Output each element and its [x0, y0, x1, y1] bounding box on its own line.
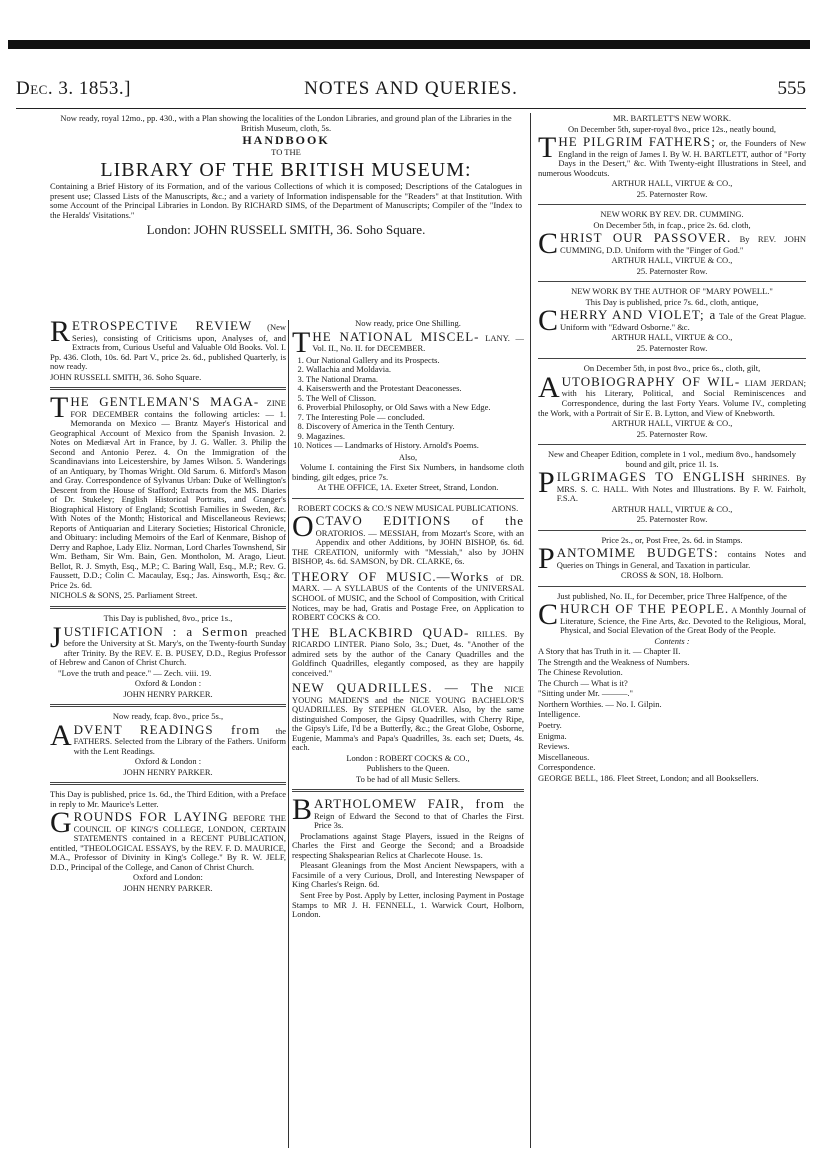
advert-heading: THE BLACKBIRD QUAD- — [292, 624, 470, 640]
advert-publisher: GEORGE BELL, 186. Fleet Street, London; and all Booksellers. — [538, 772, 759, 783]
column-right — [538, 113, 806, 1148]
pantomime-advert — [538, 536, 806, 581]
advert-place: London : ROBERT COCKS & CO., — [346, 752, 470, 763]
advert-heading: HE GENTLEMAN'S MAGA- — [70, 394, 260, 410]
advert-intro: New and Cheaper Edition, complete in 1 vol., medium 8vo., handsomely bound and gilt, price 1l. 1s. — [547, 449, 797, 469]
contents-list — [538, 647, 806, 772]
advert-heading: HE NATIONAL MISCEL- — [312, 328, 480, 344]
advert-publisher: JOHN RUSSELL SMITH, 36. Soho Square. — [50, 371, 202, 382]
divider — [292, 789, 524, 792]
drop-cap: C — [538, 304, 559, 338]
advert-intro: This Day is published, price 7s. 6d., cloth, antique, — [585, 296, 759, 307]
advert-heading: ILGRIMAGES TO ENGLISH — [556, 469, 746, 485]
advert-address: 25. Paternoster Row. — [636, 514, 708, 525]
advert-intro: On December 5th, in fcap., price 2s. 6d. cloth, — [593, 219, 751, 230]
list-item: 10. Notices — Landmarks of History. Arnold's Poems. — [306, 441, 524, 451]
advert-quote: "Love the truth and peace." — Zech. viii. 19. — [58, 667, 212, 678]
divider — [50, 606, 286, 609]
advert-body: or, the Founders of New England in the reign of James I. By W. H. BARTLETT, author of "Forty Days in the Desert," &c. With Twenty-eight Illustrations in Steel, and numerous Woodcuts. — [538, 138, 806, 178]
page-header — [16, 78, 806, 100]
drop-cap: O — [292, 510, 314, 544]
advert-publisher: ARTHUR HALL, VIRTUE & CO., — [611, 178, 733, 189]
advert-heading: HERRY AND VIOLET; a — [560, 307, 717, 323]
contents-heading: Contents : — [654, 635, 690, 646]
divider — [538, 530, 806, 531]
advert-intro: Just published, No. II., for December, price Three Halfpence, of the — [557, 590, 787, 601]
drop-cap: J — [50, 620, 62, 654]
column-middle — [292, 318, 524, 1148]
advert-paragraph: Sent Free by Post. Apply by Letter, inclosing Payment in Postage Stamps to MR J. H. FENNELL, 1. Warwick Court, Holborn, London. — [292, 890, 524, 920]
contents-list — [306, 356, 524, 451]
issue-date: Dec. 3. 1853.] — [16, 78, 131, 99]
list-item: Poetry. — [538, 720, 562, 730]
drop-cap: T — [292, 325, 311, 359]
advert-body: Tale of the Great Plague. Uniform with "Edward Osborne." &c. — [560, 311, 806, 332]
advert-connector: TO THE — [271, 147, 301, 158]
advert-kicker: NEW WORK BY THE AUTHOR OF "MARY POWELL." — [571, 286, 773, 297]
advert-title: LIBRARY OF THE BRITISH MUSEUM: — [100, 158, 472, 181]
advert-kicker: HANDBOOK — [242, 133, 330, 148]
advert-sellers: To be had of all Music Sellers. — [356, 773, 460, 784]
justification-advert — [50, 614, 286, 699]
advert-heading: HRIST OUR PASSOVER. — [560, 230, 732, 246]
advert-volume: Volume I. containing the First Six Numbers, in handsome cloth binding, gilt edges, price 7s. — [292, 462, 524, 482]
advert-intro: Now ready, price One Shilling. — [355, 318, 461, 328]
advert-place: Oxford and London: — [133, 872, 203, 883]
list-item: 7. The Interesting Pole — concluded. — [306, 413, 524, 423]
list-item: 8. Discovery of America in the Tenth Century. — [306, 422, 524, 432]
cherry-violet-advert — [538, 287, 806, 353]
advert-publisher: Publishers to the Queen. — [366, 763, 450, 774]
list-item: 1. Our National Gallery and its Prospects. — [306, 356, 524, 366]
column-divider — [530, 113, 531, 1148]
drop-cap: G — [50, 806, 72, 840]
advert-body: ZINE FOR DECEMBER contains the following articles: — 1. Memoranda on Mexico — Brantz Mayer's Historical and Geographical Account of Mexico from the Spanish Invasion. 2. Notes on Mediæval Art in France, by J. G. Waller. 3. Philip the Second and Antonio Perez. 4. On the Immigration of the Scandinavians into Leicestershire, by James Wilson. 5. Wanderings of an Antiquary, by Thomas Wright. Old Sarum. 6. Mitford's Mason and Gray. Correspondence of Sylvanus Urban: Duke of Wellington's Descent from the House of Stafford; Extracts from the MS. Diaries of Dr. Stukeley; English Historical Portraits, and Granger's Biographical History of England; Scottish Families in Sweden, &c. With Notes of the Month; Historical and Miscellaneous Reviews; Reports of Antiquarian and Literary Societies; Historical Chronicle, and Obituary: including Memoirs of the Earl of Kenmare, Bishop of Derry and Raphoe, Lady Eliz. Norman, Lord Charles Townshend, Sir Wm. Betham, Sir Wm. Bain, Gen. Montholon, M. Arago, Lieut. Bellot, R. J. Smyth, Esq., M.P.; C. Baring Wall, Esq., M.P.; Rev. G. Faussett, D.D.; Colin C. Macaulay, Esq.; Jas. Ainsworth, Esq.; &c. Price 2s. 6d. — [50, 398, 286, 590]
advert-publisher: JOHN HENRY PARKER. — [123, 688, 213, 699]
advert-also: Also, — [398, 451, 418, 462]
advert-body: preached before the University at St. Mary's, on the Twenty-fourth Sunday after Trinity. By the REV. E. B. PUSEY, D.D., Regius Professor of Hebrew and Canon of Christ Church. — [50, 627, 286, 668]
advert-heading: CTAVO EDITIONS of the — [315, 513, 524, 529]
advert-body: (New Series), consisting of Criticisms upon, Analyses of, and Extracts from, Curious Useful and Valuable Old Books. Vol. I. Pp. 436. Cloth, 10s. 6d. Part V., price 2s. 6d., published Quarterly, is now ready. — [50, 322, 286, 372]
divider — [538, 204, 806, 205]
divider — [50, 704, 286, 707]
advert-heading: ANTOMIME BUDGETS: — [556, 545, 719, 561]
advert-intro: Now ready, royal 12mo., pp. 430., with a Plan showing the localities of the London Libraries, and ground plan of the Libraries in the British Museum, cloth, 5s. — [60, 113, 512, 133]
bartlett-advert — [538, 114, 806, 199]
top-rule — [8, 40, 810, 49]
advert-body: RILLES. By RICARDO LINTER. Piano Solo, 3s.; Duet, 4s. "Another of the admired sets by the author of the Canary Quadrilles and the Goldfinch Quadrilles, elegantly composed, as they are happily conceived." — [292, 628, 524, 678]
robert-cocks-advert — [292, 504, 524, 785]
list-item: Northern Worthies. — No. I. Gilpin. — [538, 698, 662, 709]
divider — [50, 387, 286, 390]
cumming-advert — [538, 210, 806, 276]
drop-cap: T — [50, 391, 69, 425]
column-left — [50, 318, 286, 1148]
list-item: 2. Wallachia and Moldavia. — [306, 365, 524, 375]
drop-cap: A — [50, 718, 72, 752]
list-item: The Chinese Revolution. — [538, 667, 623, 678]
list-item: 3. The National Drama. — [306, 375, 524, 385]
advert-body: Containing a Brief History of its Formation, and of the various Collections of which it is composed; Descriptions of the Catalogues in present use; Classed Lists of the Manuscripts, &c.; and a variety of Information indispensable for the "Readers" at that Institution. With some Account of the Principal Libraries in London. By RICHARD SIMS, of the Department of Manuscripts; Compiler of the "Index to the Heralds' Visitations." — [50, 180, 522, 220]
advert-publisher: ARTHUR HALL, VIRTUE & CO., — [611, 332, 733, 343]
advert-publisher: JOHN HENRY PARKER. — [123, 882, 213, 893]
advert-place: Oxford & London : — [134, 678, 202, 689]
list-item: Correspondence. — [538, 762, 596, 773]
advert-place: Oxford & London : — [134, 756, 202, 767]
list-item: 6. Proverbial Philosophy, or Old Saws with a New Edge. — [306, 403, 524, 413]
list-item: 9. Magazines. — [306, 432, 524, 442]
advert-body: ORATORIOS. — MESSIAH, from Mozart's Score, with an Appendix and other Additions, by JOHN BISHOP, 6s. 6d. THE CREATION, uniformly with "Messiah," also by JOHN BISHOP, 4s. 6d. SAMSON, by DR. CLARKE, 6s. — [292, 527, 524, 567]
advert-body: LANY. — Vol. II., No. II. for DECEMBER. — [312, 332, 524, 354]
advert-paragraph: Pleasant Gleanings from the Most Ancient Newspapers, with a Facsimile of a very Curious, Droll, and Interesting Newspaper of King Charles's Reign. 6d. — [292, 860, 524, 890]
advert-address: 25. Paternoster Row. — [636, 428, 708, 439]
advert-heading: NEW QUADRILLES. — The — [292, 680, 495, 696]
list-item: A Story that has Truth in it. — Chapter II. — [538, 646, 681, 657]
advert-body: A Monthly Journal of Literature, Science, the Fine Arts, &c. Devoted to the Religious, Moral, Physical, and Social Elevation of the Great Body of the People. — [560, 605, 806, 636]
advent-readings-advert — [50, 712, 286, 777]
divider — [50, 782, 286, 785]
advert-body: By REV. JOHN CUMMING, D.D. Uniform with the "Finger of God." — [560, 234, 806, 255]
bartholomew-fair-advert — [292, 793, 524, 920]
list-item: The Strength and the Weakness of Numbers. — [538, 656, 690, 667]
advert-intro: On December 5th, in post 8vo., price 6s., cloth, gilt, — [583, 363, 761, 374]
drop-cap: P — [538, 542, 555, 576]
advert-address: 25. Paternoster Row. — [636, 342, 708, 353]
advert-publisher: JOHN HENRY PARKER. — [123, 766, 213, 777]
divider — [538, 444, 806, 445]
advert-heading: USTIFICATION : a Sermon — [63, 623, 249, 639]
advert-heading: ROUNDS FOR LAYING — [73, 809, 229, 825]
advert-body: contains Notes and Queries on Things in General, and Taxation in particular. — [556, 549, 806, 570]
grounds-advert — [50, 790, 286, 893]
drop-cap: R — [50, 318, 71, 348]
advert-body: SHRINES. By MRS. S. C. HALL. With Notes and Illustrations. By F. W. Fairholt, F.S.A. — [556, 473, 806, 504]
drop-cap: T — [538, 131, 557, 165]
gentlemans-magazine-advert — [50, 391, 286, 601]
autobiography-advert — [538, 364, 806, 439]
advert-heading: ETROSPECTIVE REVIEW — [72, 318, 253, 333]
divider — [538, 358, 806, 359]
advert-kicker: MR. BARTLETT'S NEW WORK. — [612, 113, 732, 123]
advert-publisher: CROSS & SON, 18. Holborn. — [620, 570, 724, 581]
advert-body: LIAM JERDAN; with his Literary, Political, and Social Reminiscences and Correspondence, during the last Forty Years. Volume IV., completing the Work, with a Portrait of Sir E. B. Lytton, and View of Knebworth. — [538, 377, 806, 418]
divider — [538, 281, 806, 282]
advert-heading: THEORY OF MUSIC.—Works — [292, 568, 490, 584]
drop-cap: A — [538, 370, 560, 404]
advert-heading: HURCH OF THE PEOPLE. — [560, 601, 730, 617]
advert-intro: Price 2s., or, Post Free, 2s. 6d. in Stamps. — [601, 534, 743, 545]
list-item: 5. The Well of Clisson. — [306, 394, 524, 404]
advert-heading: DVENT READINGS from — [73, 721, 261, 737]
advert-heading: ROBERT COCKS & CO.'S NEW MUSICAL PUBLICATIONS. — [297, 502, 519, 513]
advert-body: BEFORE THE COUNCIL OF KING'S COLLEGE, LONDON, CERTAIN STATEMENTS contained in a RECENT PUBLICATION, entitled, "THEOLOGICAL ESSAYS, by the REV. F. D. MAURICE, M.A., Professor of Divinity in King's College." By R. W. JELF, D.D., Principal of the College, and Canon of Christ Church. — [50, 813, 286, 872]
drop-cap: P — [538, 466, 555, 500]
advert-address: 25. Paternoster Row. — [636, 188, 708, 199]
handbook-advert — [50, 113, 522, 313]
advert-publisher: At THE OFFICE, 1A. Exeter Street, Strand, London. — [317, 482, 499, 493]
list-item: Enigma. — [538, 730, 567, 741]
advert-heading: ARTHOLOMEW FAIR, from — [314, 796, 505, 812]
advert-body: the Reign of Edward the Second to that of Charles the First. Price 3s. — [314, 800, 524, 831]
column-divider — [288, 320, 289, 1148]
advert-intro: Now ready, fcap. 8vo., price 5s., — [112, 711, 224, 722]
advert-heading: UTOBIOGRAPHY OF WIL- — [561, 373, 741, 389]
advert-publisher: ARTHUR HALL, VIRTUE & CO., — [611, 418, 733, 429]
advert-kicker: NEW WORK BY REV. DR. CUMMING. — [600, 209, 744, 220]
advert-intro: This Day is published, 8vo., price 1s., — [103, 612, 233, 623]
advert-publisher: London: JOHN RUSSELL SMITH, 36. Soho Square. — [146, 222, 426, 238]
journal-title: NOTES AND QUERIES. — [304, 78, 518, 99]
advert-body: of DR. MARX. — A SYLLABUS of the Contents of the UNIVERSAL SCHOOL of MUSIC, and the School of Composition, with Critical Notices, may be had, Gratis and Postage Free, on Application to ROBERT COCKS & CO. — [292, 572, 524, 623]
advert-publisher: NICHOLS & SONS, 25. Parliament Street. — [50, 590, 198, 601]
list-item: Miscellaneous. — [538, 751, 590, 762]
advert-publisher: ARTHUR HALL, VIRTUE & CO., — [611, 255, 733, 266]
drop-cap: C — [538, 227, 559, 261]
list-item: The Church — What is it? — [538, 677, 628, 688]
advert-intro: This Day is published, price 1s. 6d., the Third Edition, with a Preface in reply to Mr. Maurice's Letter. — [50, 789, 286, 809]
advert-body: NICE YOUNG MAIDEN'S and the NICE YOUNG BACHELOR'S QUADRILLES. By STEPHEN GLOVER. Also, by the same distinguished Composer, the Gipsy Quadrilles, with Cherry Ripe, the Gipsy's Life, I'd be a Butterfly, &c.; the Great Globe, Osborne, Eugenie, Mamma's and Papa's Quadrilles, 3s. each set; Duets, 4s. each. — [292, 684, 524, 753]
drop-cap: B — [292, 793, 313, 827]
divider — [292, 498, 524, 499]
advert-heading: HE PILGRIM FATHERS; — [558, 134, 716, 150]
page-number: 555 — [777, 78, 806, 99]
pilgrimages-advert — [538, 450, 806, 525]
advert-intro: On December 5th, super-royal 8vo., price 12s., neatly bound, — [567, 123, 777, 134]
advert-paragraph: Proclamations against Stage Players, issued in the Reigns of Charles the First and George the Second; and a Broadside respecting Shakspearian Relics at Charlecote House. 1s. — [292, 830, 524, 860]
church-people-advert — [538, 592, 806, 783]
advert-address: 25. Paternoster Row. — [636, 265, 708, 276]
divider — [538, 586, 806, 587]
advert-publisher: ARTHUR HALL, VIRTUE & CO., — [611, 503, 733, 514]
list-item: 4. Kaiserswerth and the Protestant Deaconesses. — [306, 384, 524, 394]
retrospective-advert — [50, 319, 286, 382]
national-miscellany-advert — [292, 319, 524, 493]
list-item: "Sitting under Mr. ———." — [538, 688, 634, 699]
list-item: Reviews. — [538, 741, 570, 752]
drop-cap: C — [538, 598, 559, 632]
list-item: Intelligence. — [538, 709, 581, 720]
advert-body: the FATHERS. Selected from the Library of the Fathers. Uniform with the Lent Readings. — [73, 725, 286, 756]
header-rule — [16, 108, 806, 109]
